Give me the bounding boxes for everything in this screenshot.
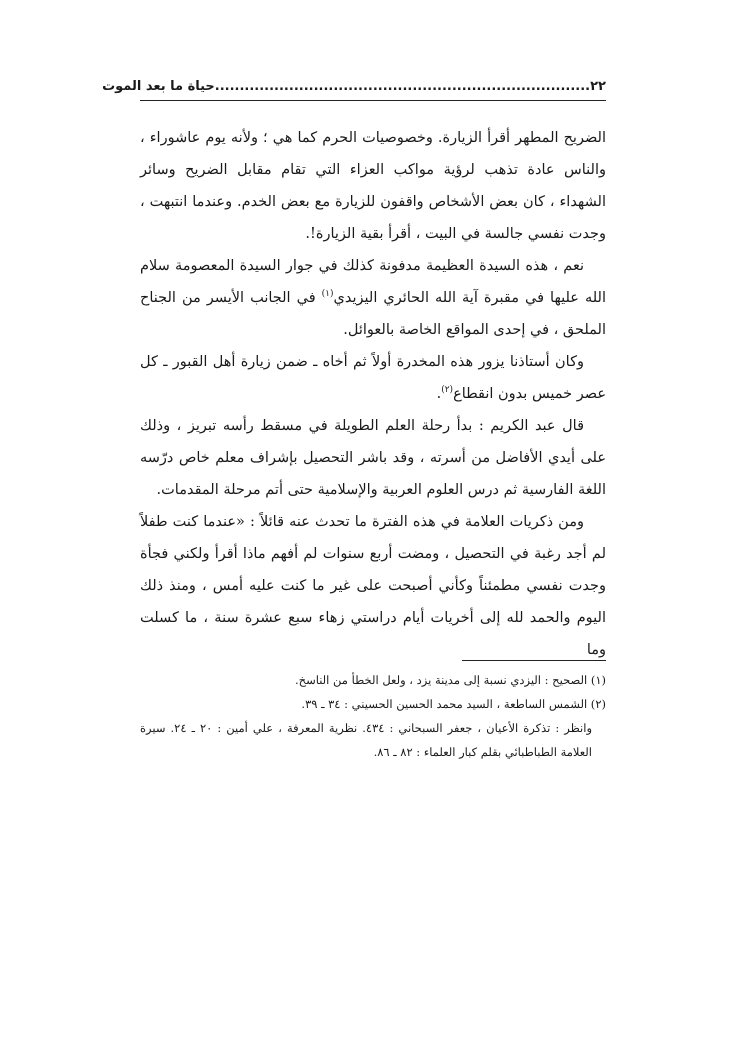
paragraph-3-text-a: وكان أستاذنا يزور هذه المخدرة أولاً ثم أخاه ـ ضمن زيارة أهل القبور ـ كل عصر خميس بدون انقطاع [140,354,606,402]
paragraph-2 [140,250,606,346]
footnote-separator [462,660,606,661]
paragraph-2-text-a: نعم ، هذه السيدة العظيمة مدفونة كذلك في جوار السيدة المعصومة سلام الله عليها في مقبرة آية الله الحائري اليزيدي [140,258,606,306]
footnotes [140,668,606,764]
paragraph-1: الضريح المطهر أقرأ الزيارة. وخصوصيات الحرم كما هي ؛ ولأنه يوم عاشوراء ، والناس عادة تذهب لرؤية مواكب العزاء التي تقام مقابل الضريح وسائر الشهداء ، كان بعض الأشخاص واقفون للزيارة مع بعض الخدم. وعندما انتبهت ، وجدت نفسي جالسة في البيت ، أقرأ بقية الزيارة!. [140,130,606,242]
header-leader-dots: ............................................................................ [214,79,591,94]
page-header [102,78,606,101]
footnote-ref-2[interactable]: (٢) [441,385,454,396]
paragraph-2-text-b: في الجانب الأيسر من الجناح الملحق ، في إحدى المواقع الخاصة بالعوائل. [140,290,606,338]
paragraph-3 [140,346,606,410]
main-text [140,122,606,666]
running-title: حياة ما بعد الموت [102,79,215,94]
footnote-2-continuation: وانظر : تذكرة الأعيان ، جعفر السبحاني : ٤٣٤. نظرية المعرفة ، علي أمين : ٢٠ ـ ٢٤. سيرة العلامة الطباطبائي بقلم كبار العلماء : ٨٢ ـ ٨٦. [140,721,592,759]
paragraph-4: قال عبد الكريم : بدأ رحلة العلم الطويلة في مسقط رأسه تبريز ، وذلك على أيدي الأفاضل من أسرته ، وقد باشر التحصيل بإشراف معلم خاص درّسه اللغة الفارسية ثم درس العلوم العربية والإسلامية حتى أتم مرحلة المقدمات. [140,418,606,498]
footnote-1: (١) الصحيح : اليزدي نسبة إلى مدينة يزد ، ولعل الخطأ من الناسخ. [294,673,606,687]
paragraph-3-text-b: . [436,386,442,402]
footnote-2: (٢) الشمس الساطعة ، السيد محمد الحسين الحسيني : ٣٤ ـ ٣٩. [301,697,606,711]
page-number: ٢٢ [590,79,606,94]
footnote-ref-1[interactable]: (١) [321,289,334,300]
paragraph-5: ومن ذكريات العلامة في هذه الفترة ما تحدث عنه قائلاً : «عندما كنت طفلاً لم أجد رغبة في التحصيل ، ومضت أربع سنوات لم أفهم ماذا أقرأ ولكني فجأة وجدت نفسي مطمئناً وكأني أصبحت على غير ما كنت عليه أمس ، ومنذ ذلك اليوم والحمد لله إلى أخريات أيام دراستي زهاء سبع عشرة سنة ، ما كسلت وما [140,514,606,658]
